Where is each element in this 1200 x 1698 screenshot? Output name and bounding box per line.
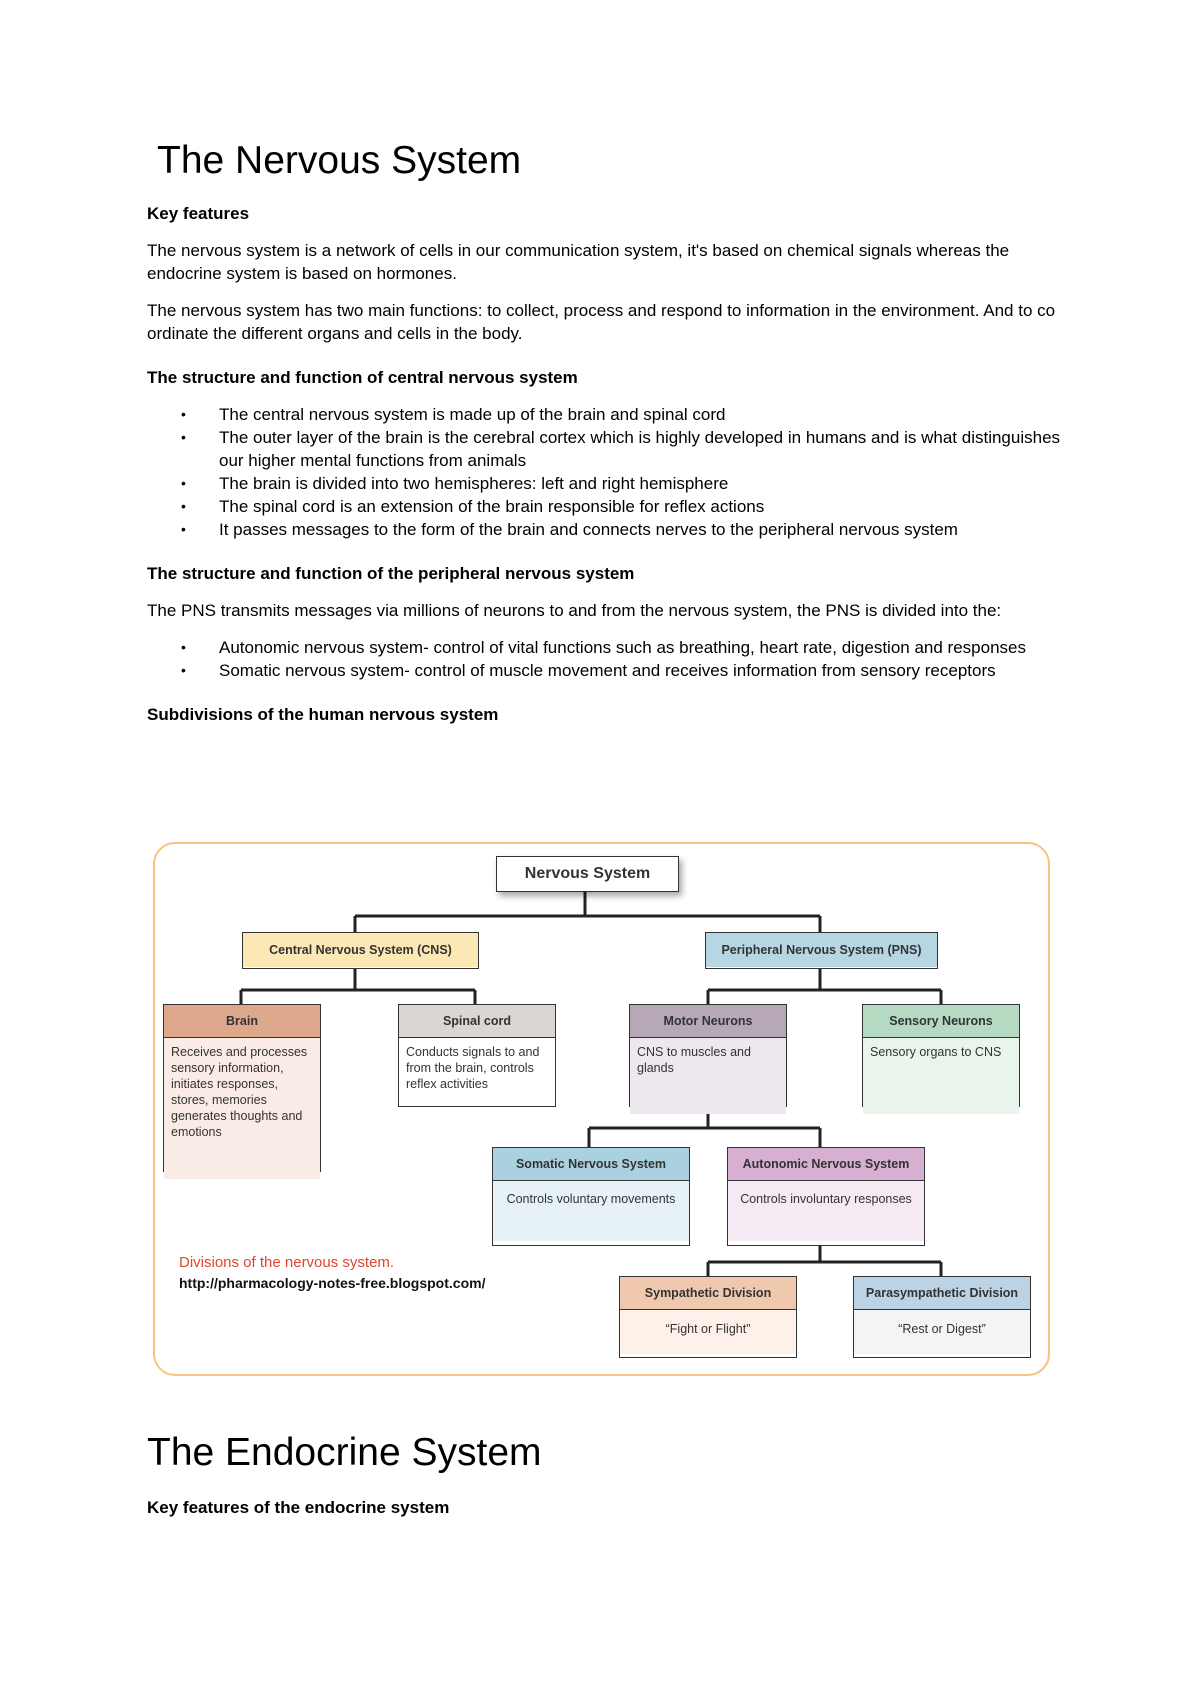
- list-item: • It passes messages to the form of the brain and connects nerves to the peripheral nervous system: [219, 518, 1067, 541]
- motor-neurons-description: CNS to muscles and glands: [630, 1038, 786, 1114]
- spinal-cord-title: Spinal cord: [399, 1005, 555, 1038]
- document-page: [147, 140, 1067, 726]
- list-item: • The outer layer of the brain is the cerebral cortex which is highly developed in humans and is what distinguishes our higher mental functions from animals: [219, 426, 1067, 472]
- list-item: • The spinal cord is an extension of the brain responsible for reflex actions: [219, 495, 1067, 518]
- page-title: The Nervous System: [157, 139, 522, 182]
- diagram-caption: Divisions of the nervous system.: [179, 1254, 395, 1271]
- parasympathetic-title: Parasympathetic Division: [854, 1277, 1030, 1310]
- endocrine-section: [147, 1432, 1067, 1519]
- sensory-neurons-description: Sensory organs to CNS: [863, 1038, 1019, 1114]
- list-item: • Somatic nervous system- control of muscle movement and receives information from sensory receptors: [219, 659, 1067, 682]
- paragraph-intro: The nervous system is a network of cells in our communication system, it's based on chemical signals whereas the endocrine system is based on hormones.: [147, 240, 1010, 283]
- list-item: • The central nervous system is made up of the brain and spinal cord: [219, 403, 1067, 426]
- nervous-system-diagram: [153, 842, 1050, 1376]
- autonomic-description: Controls involuntary responses: [728, 1181, 924, 1241]
- cns-box: [242, 932, 479, 969]
- endocrine-title: The Endocrine System: [147, 1431, 542, 1474]
- sympathetic-box: [619, 1276, 797, 1358]
- list-item: • Autonomic nervous system- control of vital functions such as breathing, heart rate, digestion and responses: [219, 636, 1067, 659]
- somatic-description: Controls voluntary movements: [493, 1181, 689, 1241]
- pns-box: [705, 932, 938, 969]
- somatic-title: Somatic Nervous System: [493, 1148, 689, 1181]
- sensory-neurons-box: [862, 1004, 1020, 1107]
- sympathetic-description: “Fight or Flight”: [620, 1310, 796, 1354]
- key-features-heading: Key features: [147, 203, 250, 223]
- brain-box: [163, 1004, 321, 1172]
- cns-list: [147, 403, 1067, 541]
- cns-label: Central Nervous System (CNS): [243, 933, 478, 967]
- pns-label: Peripheral Nervous System (PNS): [706, 933, 937, 967]
- diagram-source-url: http://pharmacology-notes-free.blogspot.com/: [179, 1275, 486, 1291]
- paragraph-pns: The PNS transmits messages via millions of neurons to and from the nervous system, the PNS is divided into the:: [147, 601, 1002, 621]
- pns-heading: The structure and function of the peripheral nervous system: [147, 564, 635, 584]
- spinal-cord-description: Conducts signals to and from the brain, controls reflex activities: [406, 1045, 540, 1091]
- spinal-cord-box: [398, 1004, 556, 1107]
- cns-heading: The structure and function of central nervous system: [147, 367, 578, 387]
- somatic-box: [492, 1147, 690, 1246]
- pns-list: [147, 636, 1067, 682]
- sympathetic-title: Sympathetic Division: [620, 1277, 796, 1310]
- endocrine-key-features-heading: Key features of the endocrine system: [147, 1497, 450, 1517]
- nervous-system-box: Nervous System: [496, 856, 679, 892]
- brain-title: Brain: [164, 1005, 320, 1038]
- motor-neurons-title: Motor Neurons: [630, 1005, 786, 1038]
- list-item: • The brain is divided into two hemispheres: left and right hemisphere: [219, 472, 1067, 495]
- paragraph-functions: The nervous system has two main functions: to collect, process and respond to information in the environment. And to co ordinate the different organs and cells in the body.: [147, 300, 1056, 343]
- parasympathetic-box: [853, 1276, 1031, 1358]
- brain-description: Receives and processes sensory information, initiates responses, stores, memories generates thoughts and emotions: [164, 1038, 320, 1179]
- sensory-neurons-title: Sensory Neurons: [863, 1005, 1019, 1038]
- autonomic-box: [727, 1147, 925, 1246]
- parasympathetic-description: “Rest or Digest”: [854, 1310, 1030, 1354]
- subdivisions-heading: Subdivisions of the human nervous system: [147, 705, 499, 725]
- autonomic-title: Autonomic Nervous System: [728, 1148, 924, 1181]
- motor-neurons-box: [629, 1004, 787, 1107]
